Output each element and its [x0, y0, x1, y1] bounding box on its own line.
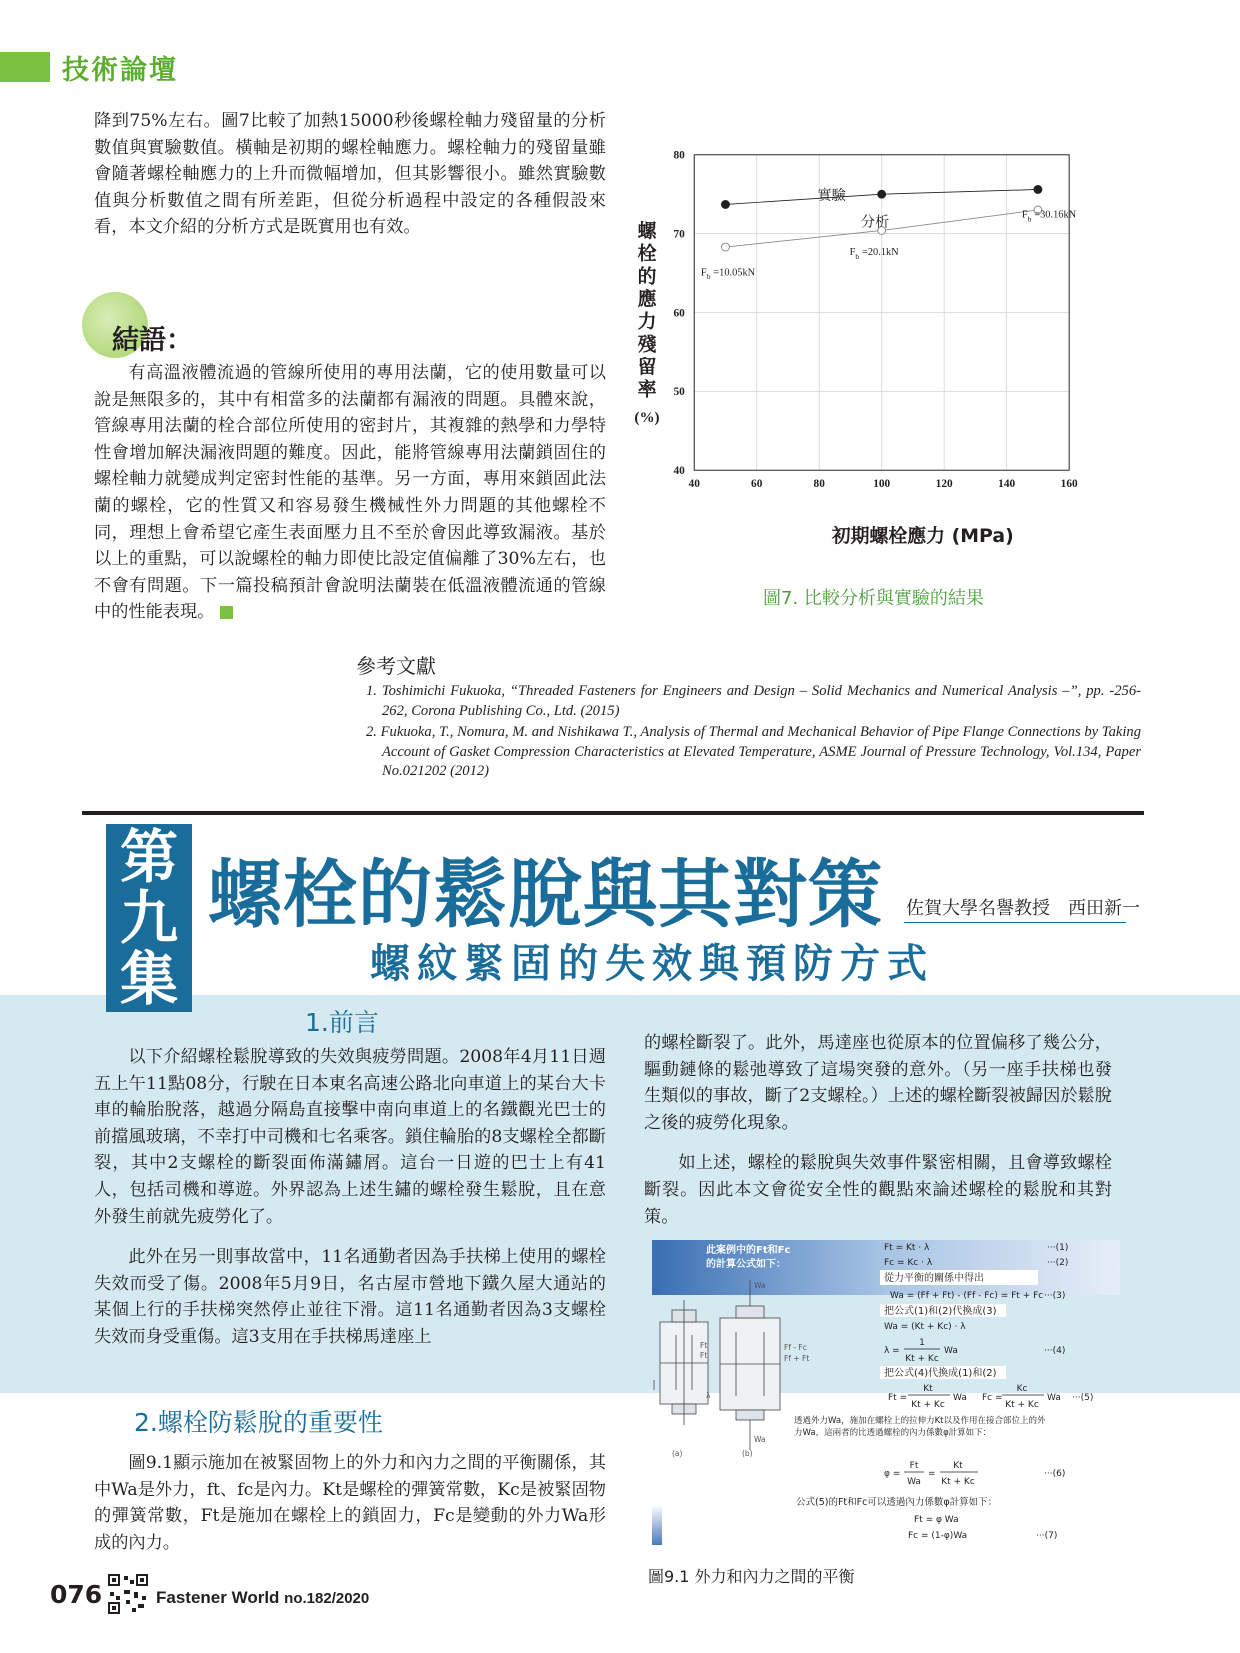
chart-annotation: $F_b =30.16kN$ — [1021, 209, 1077, 224]
section-2-column — [94, 1450, 606, 1556]
figure-note-5: 公式(5)的Ft和Fc可以透過內力係數φ計算如下： — [796, 1497, 998, 1508]
article-subtitle: 螺紋緊固的失效與預防方式 — [370, 940, 934, 987]
references-list — [366, 682, 1141, 784]
equation-7-number: ···(7) — [1036, 1531, 1058, 1541]
equation-3b: Wa = (Kt + Kc) · λ — [884, 1322, 966, 1332]
chart-y-tick-label: 70 — [673, 228, 685, 241]
equation-6-equals: = — [928, 1469, 936, 1479]
equation-2-number: ···(2) — [1047, 1258, 1069, 1268]
figure-9-1 — [652, 1240, 1120, 1552]
chart-y-label-char: 的 — [637, 265, 657, 288]
equation-7a: Ft = φ Wa — [914, 1515, 959, 1525]
intro-paragraph — [94, 108, 606, 241]
equation-2: Fc = Kc · λ — [884, 1258, 933, 1268]
section-1-paragraph-4: 如上述，螺栓的鬆脫與失效事件緊密相關，且會導致螺栓斷裂。因此本文會從安全性的觀點來論述螺栓的鬆脫和其對策。 — [644, 1153, 1112, 1227]
chart-annotation: $F_b =10.05kN$ — [700, 267, 756, 282]
chart-y-tick-label: 60 — [673, 307, 685, 320]
section-2-paragraph-1: 圖9.1顯示施加在被緊固物上的外力和內力之間的平衡關係，其中Wa是外力，ft、fc是內力。Kt是螺栓的彈簧常數，Kc是被緊固物的彈簧常數，Ft是施加在螺栓上的鎖固力，Fc是變動的外力Wa形成的內力。 — [94, 1453, 606, 1553]
chart-y-label-char: 螺 — [637, 219, 657, 242]
chart-caption: 圖7. 比較分析與實驗的結果 — [763, 588, 984, 609]
series-number-box — [106, 824, 192, 1012]
equation-6-numerator-1: Ft — [909, 1461, 919, 1471]
section-1-column-2 — [644, 1030, 1112, 1230]
reference-item: 1. Toshimichi Fukuoka, “Threaded Fasteners for Engineers and Design – Solid Mechanics and Numerical Analysis –”, pp. -256-262, Corona Publishing Co., Ltd. (2015) — [366, 683, 1141, 719]
chart-annotation: $F_b =20.1kN$ — [849, 247, 899, 261]
chart-x-tick-label: 60 — [751, 478, 763, 491]
diagram-label: Ff - Fc — [784, 1343, 807, 1352]
issue-number: no.182/2020 — [284, 1590, 370, 1607]
chart-x-tick-label: 100 — [873, 478, 891, 491]
section-1-paragraph-2: 此外在另一則事故當中，11名通勤者因為手扶梯上使用的螺栓失效而受了傷。2008年5月9日，名古屋市營地下鐵久屋大通站的某個上行的手扶梯突然停止並往下滑。這11名通勤者因為3支螺栓失效而身受重傷。這3支用在手扶梯馬達座上 — [94, 1247, 606, 1347]
equation-4-lhs: λ = — [884, 1346, 900, 1356]
equation-5-rhs-1: Wa — [953, 1393, 967, 1403]
section-1-paragraph-3: 的螺栓斷裂了。此外，馬達座也從原本的位置偏移了幾公分，驅動鏈條的鬆弛導致了這場突發的意外。（另一座手扶梯也發生類似的事故，斷了2支螺栓。）上述的螺栓斷裂被歸因於鬆脫之後的疲勞化現象。 — [644, 1033, 1112, 1133]
chart-x-tick-label: 120 — [935, 478, 953, 491]
chart-x-tick-label: 160 — [1060, 478, 1078, 491]
figure-side-strip — [652, 1505, 662, 1545]
equation-5-denominator-2: Kt + Kc — [1005, 1400, 1039, 1410]
figure-note-1: 從力平衡的關係中得出 — [884, 1273, 984, 1284]
header-accent-bar — [0, 52, 50, 82]
chart-data-point — [878, 190, 886, 198]
chart-y-axis-label — [634, 219, 659, 426]
equation-5-numerator-2: Kc — [1016, 1384, 1028, 1394]
chart-data-point — [722, 243, 730, 251]
figure-note-4-line-2: 力Wa，這兩者的比透過螺栓的內力係數φ計算如下： — [794, 1428, 992, 1438]
equation-6-numerator-2: Kt — [953, 1461, 963, 1471]
equation-3: Wa = (Ff + Ft) - (Ff - Fc) = Ft + Fc — [890, 1291, 1044, 1301]
equation-1: Ft = Kt · λ — [884, 1243, 930, 1253]
conclusion-paragraph — [94, 360, 606, 626]
chart-y-label-char: 殘 — [637, 333, 657, 356]
chart-data-point — [722, 200, 730, 208]
chart-series-label: 分析 — [860, 214, 890, 231]
equation-5-lhs-2: Fc = — [982, 1393, 1003, 1403]
chart-figure-7 — [630, 135, 1140, 575]
author-underline — [904, 922, 1126, 923]
diagram-label: Ft — [700, 1341, 708, 1350]
equation-5-rhs-2: Wa — [1047, 1393, 1061, 1403]
chart-x-tick-label: 80 — [813, 478, 825, 491]
chart-y-label-unit: (%) — [634, 410, 660, 427]
diagram-label: Wa — [754, 1435, 766, 1444]
magazine-name — [156, 1588, 369, 1608]
figure-9-1-caption: 圖9.1 外力和內力之間的平衡 — [648, 1567, 855, 1586]
chart-y-label-char: 力 — [637, 310, 657, 333]
equation-5-numerator-1: Kt — [923, 1384, 933, 1394]
end-mark-icon — [220, 606, 233, 619]
equation-5-denominator-1: Kt + Kc — [911, 1400, 945, 1410]
equation-4-numerator: 1 — [919, 1338, 925, 1348]
figure-note-2: 把公式(1)和(2)代換成(3) — [884, 1306, 997, 1317]
equation-7b: Fc = (1-φ)Wa — [908, 1531, 968, 1541]
conclusion-heading: 結語： — [112, 325, 193, 356]
article-divider — [82, 811, 1144, 815]
chart-x-axis-label: 初期螺栓應力 (MPa) — [831, 525, 1014, 547]
diagram-label: λ — [706, 1391, 711, 1400]
equation-5-lhs-1: Ft = — [888, 1393, 908, 1403]
equation-6-denominator-2: Kt + Kc — [941, 1477, 975, 1487]
article-author: 佐賀大學名譽教授 西田新一 — [906, 898, 1140, 919]
series-char: 九 — [119, 884, 178, 952]
diagram-label: Ff + Ft — [784, 1354, 810, 1363]
chart-series-label: 實驗 — [817, 187, 846, 204]
chart-x-tick-label: 40 — [688, 478, 700, 491]
references-heading: 參考文獻 — [356, 654, 436, 678]
chart-x-tick-label: 140 — [998, 478, 1016, 491]
page-number: 076 — [50, 1580, 103, 1609]
article-title: 螺栓的鬆脫與其對策 — [208, 852, 883, 938]
equation-4-rhs: Wa — [944, 1346, 958, 1356]
qr-code-icon — [108, 1574, 148, 1614]
flange-diagram — [654, 1280, 780, 1450]
diagram-label: (a) — [672, 1449, 683, 1458]
equation-4-number: ···(4) — [1044, 1346, 1066, 1356]
figure-note-3: 把公式(4)代換成(1)和(2) — [884, 1368, 997, 1379]
figure-note-4-line-1: 透過外力Wa，施加在螺栓上的拉伸力Kt以及作用在接合部位上的外 — [794, 1416, 1046, 1426]
section-1-heading: 1.前言 — [305, 1008, 379, 1037]
equation-1-number: ···(1) — [1047, 1243, 1069, 1253]
reference-item: 2. Fukuoka, T., Nomura, M. and Nishikawa T., Analysis of Thermal and Mechanical Behavior of Pipe Flange Connections by Taking Account of Gasket Compression Characteristics at Elevated Temperature, ASME Journal of Pressure Technology, Vol.134, Paper No.021202 (2012) — [366, 724, 1141, 779]
chart-y-label-char: 留 — [637, 355, 657, 378]
chart-y-label-char: 率 — [637, 378, 657, 401]
conclusion-text: 有高溫液體流過的管線所使用的專用法蘭，它的使用數量可以說是無限多的，其中有相當多的法蘭都有漏液的問題。具體來說，管線專用法蘭的栓合部位所使用的密封片，其複雜的熱學和力學特性會增加解決漏液問題的難度。因此，能將管線專用法蘭鎖固住的螺栓軸力就變成判定密封性能的基準。另一方面，專用來鎖固此法蘭的螺栓，它的性質又和容易發生機械性外力問題的其他螺栓不同，理想上會希望它產生表面壓力且不至於會因此導致漏液。基於以上的重點，可以說螺栓的軸力即使比設定值偏離了30%左右，也不會有問題。下一篇投稿預計會說明法蘭裝在低溫液體流通的管線中的性能表現。 — [94, 363, 606, 623]
chart-grid — [694, 155, 1069, 470]
magazine-title: Fastener World — [156, 1588, 280, 1607]
equation-6-number: ···(6) — [1044, 1469, 1066, 1479]
section-1-column-1 — [94, 1044, 606, 1351]
chart-y-tick-label: 40 — [673, 465, 685, 477]
section-2-heading: 2.螺栓防鬆脫的重要性 — [134, 1408, 383, 1437]
chart-tick-labels — [673, 150, 1078, 491]
chart-y-label-char: 栓 — [637, 242, 657, 265]
chart-y-tick-label: 50 — [673, 386, 685, 399]
diagram-label: (b) — [742, 1449, 753, 1458]
equation-3-number: ···(3) — [1044, 1291, 1066, 1301]
series-char: 第 — [119, 823, 178, 891]
equation-6-denominator-1: Wa — [907, 1477, 921, 1487]
equation-6-lhs: φ = — [884, 1469, 901, 1479]
section-1-paragraph-1: 以下介紹螺栓鬆脫導致的失效與疲勞問題。2008年4月11日週五上午11點08分，行駛在日本東名高速公路北向車道上的某台大卡車的輪胎脫落，越過分隔島直接擊中南向車道上的名鐵觀光巴士的前擋風玻璃，不幸打中司機和七名乘客。鎖住輪胎的8支螺栓全都斷裂，其中2支螺栓的斷裂面佈滿鏽屑。這台一日遊的巴士上有41人，包括司機和導遊。外界認為上述生鏽的螺栓發生鬆脫，且在意外發生前就先疲勞化了。 — [94, 1047, 606, 1227]
chart-y-tick-label: 80 — [673, 149, 685, 162]
diagram-label: Ft — [700, 1351, 708, 1360]
equation-5-number: ···(5) — [1072, 1393, 1094, 1403]
diagram-label: Wa — [754, 1281, 766, 1290]
chart-data-point — [1034, 186, 1042, 194]
chart-y-label-char: 應 — [637, 287, 657, 310]
figure-header-line-2: 的計算公式如下： — [706, 1259, 786, 1270]
equation-4-denominator: Kt + Kc — [905, 1354, 939, 1364]
section-label: 技術論壇 — [62, 55, 178, 86]
figure-header-line-1: 此案例中的Ft和Fc — [706, 1245, 791, 1256]
series-char: 集 — [119, 945, 178, 1013]
intro-text: 降到75%左右。圖7比較了加熱15000秒後螺栓軸力殘留量的分析數值與實驗數值。橫軸是初期的螺栓軸應力。螺栓軸力的殘留量雖會隨著螺栓軸應力的上升而微幅增加，但其影響很小。雖然實驗數值與分析數值之間有所差距，但從分析過程中設定的各種假設來看，本文介紹的分析方式是既實用也有效。 — [94, 111, 606, 238]
